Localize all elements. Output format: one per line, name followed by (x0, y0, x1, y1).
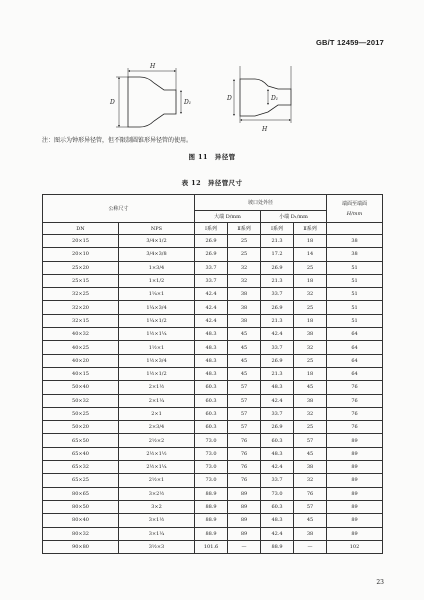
cell-small-od-series2: 57 (294, 500, 327, 513)
cell-large-od-series1: 42.4 (195, 288, 228, 301)
cell-dn: 25×20 (43, 261, 119, 274)
cell-face-to-face-h: 89 (327, 500, 383, 513)
cell-large-od-series1: 88.9 (195, 500, 228, 513)
header-large-end: 大端 D/mm (195, 211, 261, 223)
cell-face-to-face-h: 51 (327, 274, 383, 287)
cell-large-od-series2: 38 (228, 314, 261, 327)
cell-dn: 32×15 (43, 314, 119, 327)
table-row (43, 381, 383, 394)
cell-small-od-series2: 38 (294, 461, 327, 474)
cell-large-od-series2: 32 (228, 274, 261, 287)
cell-small-od-series1: 26.9 (261, 354, 294, 367)
header-port-od: 坡口处外径 (195, 195, 327, 211)
cell-large-od-series1: 73.0 (195, 461, 228, 474)
cell-dn: 32×25 (43, 288, 119, 301)
dim-h-left: H (150, 63, 156, 70)
dim-d1-left: D₁ (184, 99, 192, 106)
cell-small-od-series1: 26.9 (261, 301, 294, 314)
cell-large-od-series2: 57 (228, 407, 261, 420)
cell-large-od-series2: 89 (228, 514, 261, 527)
figure-caption: 图 11 异径管 (188, 153, 236, 161)
cell-small-od-series1: 60.3 (261, 500, 294, 513)
cell-face-to-face-h: 38 (327, 235, 383, 248)
cell-nps: 1½×3/4 (119, 354, 195, 367)
cell-large-od-series1: 48.3 (195, 367, 228, 380)
cell-small-od-series1: 26.9 (261, 421, 294, 434)
table-row (43, 354, 383, 367)
cell-large-od-series2: 76 (228, 447, 261, 460)
cell-large-od-series2: 45 (228, 354, 261, 367)
cell-dn: 65×25 (43, 474, 119, 487)
dim-d1-right: D₁ (271, 95, 279, 102)
cell-large-od-series1: 88.9 (195, 527, 228, 540)
header-large-series2: Ⅱ系列 (228, 223, 261, 235)
cell-nps: 2×3/4 (119, 421, 195, 434)
cell-small-od-series1: 42.4 (261, 328, 294, 341)
cell-dn: 50×20 (43, 421, 119, 434)
cell-small-od-series1: 73.0 (261, 487, 294, 500)
cell-small-od-series1: 21.3 (261, 235, 294, 248)
cell-small-od-series1: 42.4 (261, 394, 294, 407)
header-dn: DN (43, 223, 119, 235)
reducer-drawing (0, 0, 424, 140)
cell-face-to-face-h: 64 (327, 328, 383, 341)
cell-nps: 1¼×1 (119, 288, 195, 301)
cell-small-od-series1: 21.3 (261, 367, 294, 380)
cell-small-od-series1: 42.4 (261, 461, 294, 474)
cell-small-od-series2: 14 (294, 248, 327, 261)
cell-dn: 32×20 (43, 301, 119, 314)
table-row (43, 527, 383, 540)
cell-large-od-series2: 38 (228, 288, 261, 301)
cell-large-od-series1: 48.3 (195, 328, 228, 341)
cell-large-od-series2: 76 (228, 434, 261, 447)
cell-large-od-series2: 45 (228, 367, 261, 380)
cell-small-od-series2: 38 (294, 527, 327, 540)
cell-large-od-series1: 60.3 (195, 407, 228, 420)
cell-nps: 2½×1½ (119, 447, 195, 460)
standard-number: GB/T 12459—2017 (315, 38, 384, 47)
cell-face-to-face-h: 102 (327, 540, 383, 553)
table-row (43, 367, 383, 380)
table-row (43, 514, 383, 527)
cell-large-od-series2: 57 (228, 394, 261, 407)
cell-small-od-series2: 25 (294, 421, 327, 434)
cell-dn: 65×32 (43, 461, 119, 474)
header-large-series1: Ⅰ系列 (195, 223, 228, 235)
cell-face-to-face-h: 76 (327, 381, 383, 394)
cell-face-to-face-h: 89 (327, 461, 383, 474)
cell-small-od-series2: 18 (294, 314, 327, 327)
figure-note: 注：图示为钟形异径管，但不限制圆锥形异径管的使用。 (42, 137, 193, 144)
cell-face-to-face-h: 51 (327, 301, 383, 314)
cell-nps: 1¼×3/4 (119, 301, 195, 314)
page-number: 23 (376, 579, 384, 586)
table-row (43, 421, 383, 434)
reducer-dimensions-table (42, 194, 383, 554)
cell-nps: 1×1/2 (119, 274, 195, 287)
cell-small-od-series2: 18 (294, 235, 327, 248)
table-row (43, 301, 383, 314)
table-row (43, 474, 383, 487)
cell-large-od-series2: 45 (228, 341, 261, 354)
header-h-blank (327, 223, 383, 235)
cell-face-to-face-h: 89 (327, 434, 383, 447)
cell-large-od-series1: 73.0 (195, 474, 228, 487)
cell-large-od-series1: 101.6 (195, 540, 228, 553)
cell-small-od-series2: 32 (294, 474, 327, 487)
cell-large-od-series1: 60.3 (195, 394, 228, 407)
cell-nps: 2×1½ (119, 381, 195, 394)
cell-dn: 65×50 (43, 434, 119, 447)
cell-face-to-face-h: 64 (327, 367, 383, 380)
cell-small-od-series2: 57 (294, 434, 327, 447)
cell-face-to-face-h: 64 (327, 354, 383, 367)
cell-nps: 3×2½ (119, 487, 195, 500)
cell-dn: 80×40 (43, 514, 119, 527)
cell-small-od-series2: 32 (294, 407, 327, 420)
cell-large-od-series1: 42.4 (195, 301, 228, 314)
cell-large-od-series2: 25 (228, 235, 261, 248)
header-face-to-face-unit: H/mm (346, 210, 363, 217)
cell-dn: 40×32 (43, 328, 119, 341)
cell-large-od-series2: 38 (228, 301, 261, 314)
cell-small-od-series2: 25 (294, 301, 327, 314)
cell-small-od-series1: 33.7 (261, 288, 294, 301)
cell-large-od-series2: 57 (228, 381, 261, 394)
header-nominal-size: 公称尺寸 (43, 195, 195, 223)
header-nps: NPS (119, 223, 195, 235)
cell-dn: 40×15 (43, 367, 119, 380)
cell-nps: 3/4×3/8 (119, 248, 195, 261)
cell-large-od-series2: 32 (228, 261, 261, 274)
cell-nps: 1¼×1/2 (119, 314, 195, 327)
cell-dn: 50×40 (43, 381, 119, 394)
table-caption: 表 12 异径管尺寸 (181, 179, 243, 187)
cell-small-od-series2: 32 (294, 288, 327, 301)
table-row (43, 274, 383, 287)
cell-dn: 80×32 (43, 527, 119, 540)
cell-small-od-series1: 42.4 (261, 527, 294, 540)
cell-nps: 2½×1 (119, 474, 195, 487)
cell-large-od-series1: 33.7 (195, 261, 228, 274)
cell-nps: 1½×1 (119, 341, 195, 354)
cell-face-to-face-h: 51 (327, 288, 383, 301)
cell-nps: 3/4×1/2 (119, 235, 195, 248)
cell-nps: 2½×2 (119, 434, 195, 447)
cell-small-od-series2: 45 (294, 447, 327, 460)
cell-small-od-series1: 21.3 (261, 274, 294, 287)
cell-small-od-series2: 18 (294, 367, 327, 380)
cell-small-od-series2: — (294, 540, 327, 553)
table-row (43, 314, 383, 327)
cell-face-to-face-h: 51 (327, 314, 383, 327)
cell-dn: 20×10 (43, 248, 119, 261)
cell-face-to-face-h: 89 (327, 447, 383, 460)
cell-small-od-series2: 76 (294, 487, 327, 500)
cell-large-od-series1: 73.0 (195, 434, 228, 447)
table-row (43, 261, 383, 274)
cell-large-od-series2: 45 (228, 328, 261, 341)
table-row (43, 540, 383, 553)
cell-large-od-series2: 57 (228, 421, 261, 434)
concentric-reducer-figure (116, 68, 181, 127)
cell-dn: 25×15 (43, 274, 119, 287)
cell-face-to-face-h: 51 (327, 261, 383, 274)
cell-nps: 1×3/4 (119, 261, 195, 274)
cell-small-od-series2: 25 (294, 354, 327, 367)
dim-h-right: H (262, 126, 268, 133)
dim-d-left: D (110, 99, 115, 106)
cell-face-to-face-h: 89 (327, 514, 383, 527)
cell-small-od-series2: 38 (294, 328, 327, 341)
cell-large-od-series2: 89 (228, 487, 261, 500)
cell-large-od-series1: 88.9 (195, 487, 228, 500)
cell-large-od-series1: 48.3 (195, 341, 228, 354)
table-row (43, 394, 383, 407)
cell-face-to-face-h: 89 (327, 487, 383, 500)
cell-large-od-series2: 76 (228, 461, 261, 474)
table-row (43, 235, 383, 248)
cell-small-od-series1: 17.2 (261, 248, 294, 261)
cell-dn: 50×25 (43, 407, 119, 420)
cell-nps: 2½×1¼ (119, 461, 195, 474)
cell-nps: 3½×3 (119, 540, 195, 553)
cell-face-to-face-h: 76 (327, 394, 383, 407)
cell-small-od-series2: 45 (294, 381, 327, 394)
table-row (43, 248, 383, 261)
cell-small-od-series1: 48.3 (261, 381, 294, 394)
cell-large-od-series1: 42.4 (195, 314, 228, 327)
eccentric-reducer-figure (234, 66, 291, 123)
cell-large-od-series1: 73.0 (195, 447, 228, 460)
cell-nps: 2×1¼ (119, 394, 195, 407)
cell-large-od-series2: 76 (228, 474, 261, 487)
header-face-to-face (327, 195, 383, 223)
cell-small-od-series1: 26.9 (261, 261, 294, 274)
cell-small-od-series2: 25 (294, 261, 327, 274)
cell-small-od-series1: 33.7 (261, 474, 294, 487)
cell-face-to-face-h: 38 (327, 248, 383, 261)
cell-nps: 3×2 (119, 500, 195, 513)
cell-small-od-series1: 88.9 (261, 540, 294, 553)
cell-face-to-face-h: 89 (327, 474, 383, 487)
cell-face-to-face-h: 76 (327, 421, 383, 434)
cell-large-od-series2: 89 (228, 500, 261, 513)
cell-small-od-series1: 48.3 (261, 514, 294, 527)
table-row (43, 447, 383, 460)
cell-large-od-series1: 88.9 (195, 514, 228, 527)
cell-small-od-series2: 18 (294, 274, 327, 287)
cell-nps: 1½×1/2 (119, 367, 195, 380)
cell-small-od-series1: 48.3 (261, 447, 294, 460)
cell-nps: 3×1¼ (119, 527, 195, 540)
cell-dn: 40×25 (43, 341, 119, 354)
cell-dn: 90×80 (43, 540, 119, 553)
cell-large-od-series1: 26.9 (195, 248, 228, 261)
cell-large-od-series2: 25 (228, 248, 261, 261)
table-row (43, 500, 383, 513)
cell-large-od-series2: 89 (228, 527, 261, 540)
dim-d-right: D (227, 95, 232, 102)
cell-face-to-face-h: 76 (327, 407, 383, 420)
table-row (43, 461, 383, 474)
cell-small-od-series2: 38 (294, 394, 327, 407)
cell-large-od-series1: 33.7 (195, 274, 228, 287)
cell-small-od-series1: 21.3 (261, 314, 294, 327)
cell-dn: 80×65 (43, 487, 119, 500)
cell-face-to-face-h: 89 (327, 527, 383, 540)
cell-dn: 65×40 (43, 447, 119, 460)
table-row (43, 341, 383, 354)
header-small-end: 小端 D₁/mm (261, 211, 327, 223)
cell-large-od-series1: 60.3 (195, 381, 228, 394)
cell-small-od-series1: 33.7 (261, 407, 294, 420)
header-small-series2: Ⅱ系列 (294, 223, 327, 235)
cell-face-to-face-h: 64 (327, 341, 383, 354)
header-face-to-face-label: 端面至端面 (342, 200, 368, 207)
cell-large-od-series1: 60.3 (195, 421, 228, 434)
cell-dn: 50×32 (43, 394, 119, 407)
cell-small-od-series2: 32 (294, 341, 327, 354)
table-row (43, 434, 383, 447)
cell-small-od-series2: 45 (294, 514, 327, 527)
cell-nps: 3×1½ (119, 514, 195, 527)
table-row (43, 328, 383, 341)
cell-large-od-series1: 48.3 (195, 354, 228, 367)
header-small-series1: Ⅰ系列 (261, 223, 294, 235)
cell-nps: 2×1 (119, 407, 195, 420)
cell-large-od-series1: 26.9 (195, 235, 228, 248)
cell-small-od-series1: 33.7 (261, 341, 294, 354)
cell-small-od-series1: 60.3 (261, 434, 294, 447)
cell-large-od-series2: — (228, 540, 261, 553)
table-row (43, 487, 383, 500)
cell-dn: 80×50 (43, 500, 119, 513)
cell-dn: 20×15 (43, 235, 119, 248)
table-body (43, 235, 383, 554)
table-row (43, 407, 383, 420)
cell-dn: 40×20 (43, 354, 119, 367)
cell-nps: 1½×1¼ (119, 328, 195, 341)
table-row (43, 288, 383, 301)
